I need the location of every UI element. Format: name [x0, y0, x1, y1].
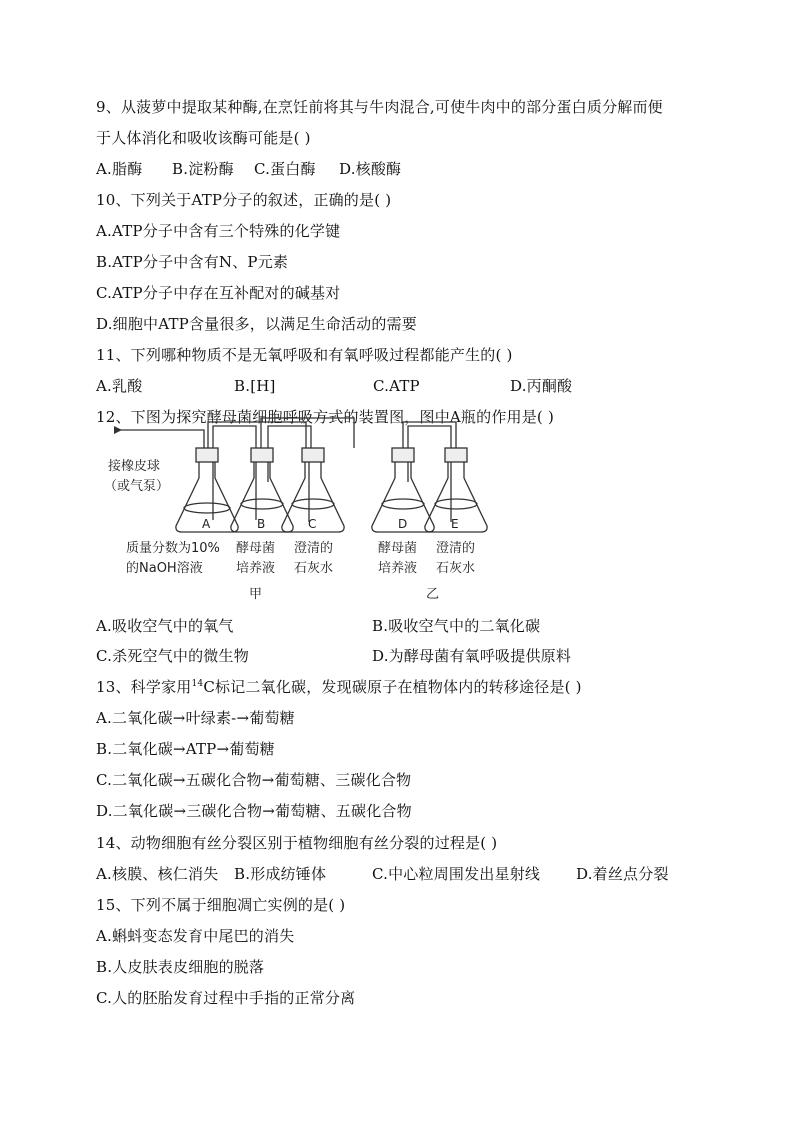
- q10-stem: 10、下列关于ATP分子的叙述，正确的是( ): [96, 191, 392, 209]
- flask-d-content-line-1: 酵母菌: [378, 541, 418, 556]
- q9-option-c: C.蛋白酶: [254, 160, 316, 178]
- q13-option-c: C.二氧化碳→五碳化合物→葡萄糖、三碳化合物: [96, 771, 412, 789]
- q12-option-a: A.吸收空气中的氧气: [96, 617, 234, 635]
- q13-stem-prefix: 13、科学家用: [96, 678, 192, 696]
- inlet-arrow: [114, 426, 122, 434]
- q15-option-c: C.人的胚胎发育过程中手指的正常分离: [96, 989, 356, 1007]
- flask-a-content-line-1: 质量分数为10%: [126, 541, 220, 556]
- q14-stem: 14、动物细胞有丝分裂区别于植物细胞有丝分裂的过程是( ): [96, 834, 498, 852]
- flask-d-content-line-2: 培养液: [378, 561, 418, 576]
- q15-option-b: B.人皮肤表皮细胞的脱落: [96, 958, 265, 976]
- flask-label-c: C: [308, 517, 317, 531]
- q14-option-c: C.中心粒周围发出星射线: [372, 865, 541, 883]
- q11-option-c: C.ATP: [373, 377, 420, 395]
- q11-option-b: B.[H]: [234, 377, 276, 395]
- q14-option-b: B.形成纺锤体: [234, 865, 327, 883]
- flask-c-content-line-1: 澄清的: [294, 541, 334, 556]
- q11-option-d: D.丙酮酸: [510, 377, 573, 395]
- yeast-respiration-apparatus-figure: [96, 404, 516, 610]
- q13-stem-suffix: C标记二氧化碳，发现碳原子在植物体内的转移途径是( ): [203, 678, 582, 696]
- q12-stem: 12、下图为探究酵母菌细胞呼吸方式的装置图，图中A瓶的作用是( ): [96, 408, 554, 426]
- q11-option-a: A.乳酸: [96, 377, 143, 395]
- q9-option-d: D.核酸酶: [339, 160, 402, 178]
- flask-label-e: E: [451, 517, 459, 531]
- tube-a-to-b: [213, 426, 256, 448]
- q11-stem: 11、下列哪种物质不是无氧呼吸和有氧呼吸过程都能产生的( ): [96, 346, 513, 364]
- q9-option-b: B.淀粉酶: [172, 160, 234, 178]
- flask-a-content-line-2: 的NaOH溶液: [126, 561, 203, 576]
- tube-inlet-a: [114, 430, 204, 448]
- tube-b-to-c: [268, 426, 311, 448]
- q13-isotope-superscript: 14: [191, 679, 204, 689]
- flask-c-content-line-2: 石灰水: [294, 561, 334, 576]
- q12-option-c: C.杀死空气中的微生物: [96, 647, 249, 665]
- q12-option-d: D.为酵母菌有氧呼吸提供原料: [372, 647, 572, 665]
- group-label-jia: 甲: [249, 587, 263, 602]
- flask-label-b: B: [257, 517, 266, 531]
- flask-label-a: A: [202, 517, 211, 531]
- group-label-yi: 乙: [426, 587, 440, 602]
- q9-stem-line-2: 于人体消化和吸收该酶可能是( ): [96, 129, 311, 147]
- flask-b-content-line-2: 培养液: [236, 561, 276, 576]
- q12-option-b: B.吸收空气中的二氧化碳: [372, 617, 541, 635]
- tube-d-to-e-inner: [408, 426, 451, 448]
- flask-e-content-line-2: 石灰水: [436, 561, 476, 576]
- q14-option-d: D.着丝点分裂: [576, 865, 669, 883]
- q10-option-b: B.ATP分子中含有N、P元素: [96, 253, 289, 271]
- q15-option-a: A.蝌蚪变态发育中尾巴的消失: [96, 927, 295, 945]
- pump-label-line-1: 接橡皮球: [108, 459, 161, 474]
- q14-option-a: A.核膜、核仁消失: [96, 865, 219, 883]
- q9-stem-line-1: 9、从菠萝中提取某种酶,在烹饪前将其与牛肉混合,可使牛肉中的部分蛋白质分解而便: [96, 98, 663, 116]
- pump-label-line-2: （或气泵）: [104, 479, 170, 494]
- q13-stem: [96, 677, 582, 697]
- q13-option-b: B.二氧化碳→ATP→葡萄糖: [96, 740, 275, 758]
- q13-option-a: A.二氧化碳→叶绿素-→葡萄糖: [96, 709, 295, 727]
- q9-option-a: A.脂酶: [96, 160, 143, 178]
- q10-option-d: D.细胞中ATP含量很多，以满足生命活动的需要: [96, 315, 417, 333]
- q10-option-c: C.ATP分子中存在互补配对的碱基对: [96, 284, 341, 302]
- q10-option-a: A.ATP分子中含有三个特殊的化学键: [96, 222, 341, 240]
- flask-label-d: D: [398, 517, 408, 531]
- flask-e-content-line-1: 澄清的: [436, 541, 476, 556]
- q15-stem: 15、下列不属于细胞凋亡实例的是( ): [96, 896, 346, 914]
- flask-b-content-line-1: 酵母菌: [236, 541, 276, 556]
- q13-option-d: D.二氧化碳→三碳化合物→葡萄糖、五碳化合物: [96, 802, 412, 820]
